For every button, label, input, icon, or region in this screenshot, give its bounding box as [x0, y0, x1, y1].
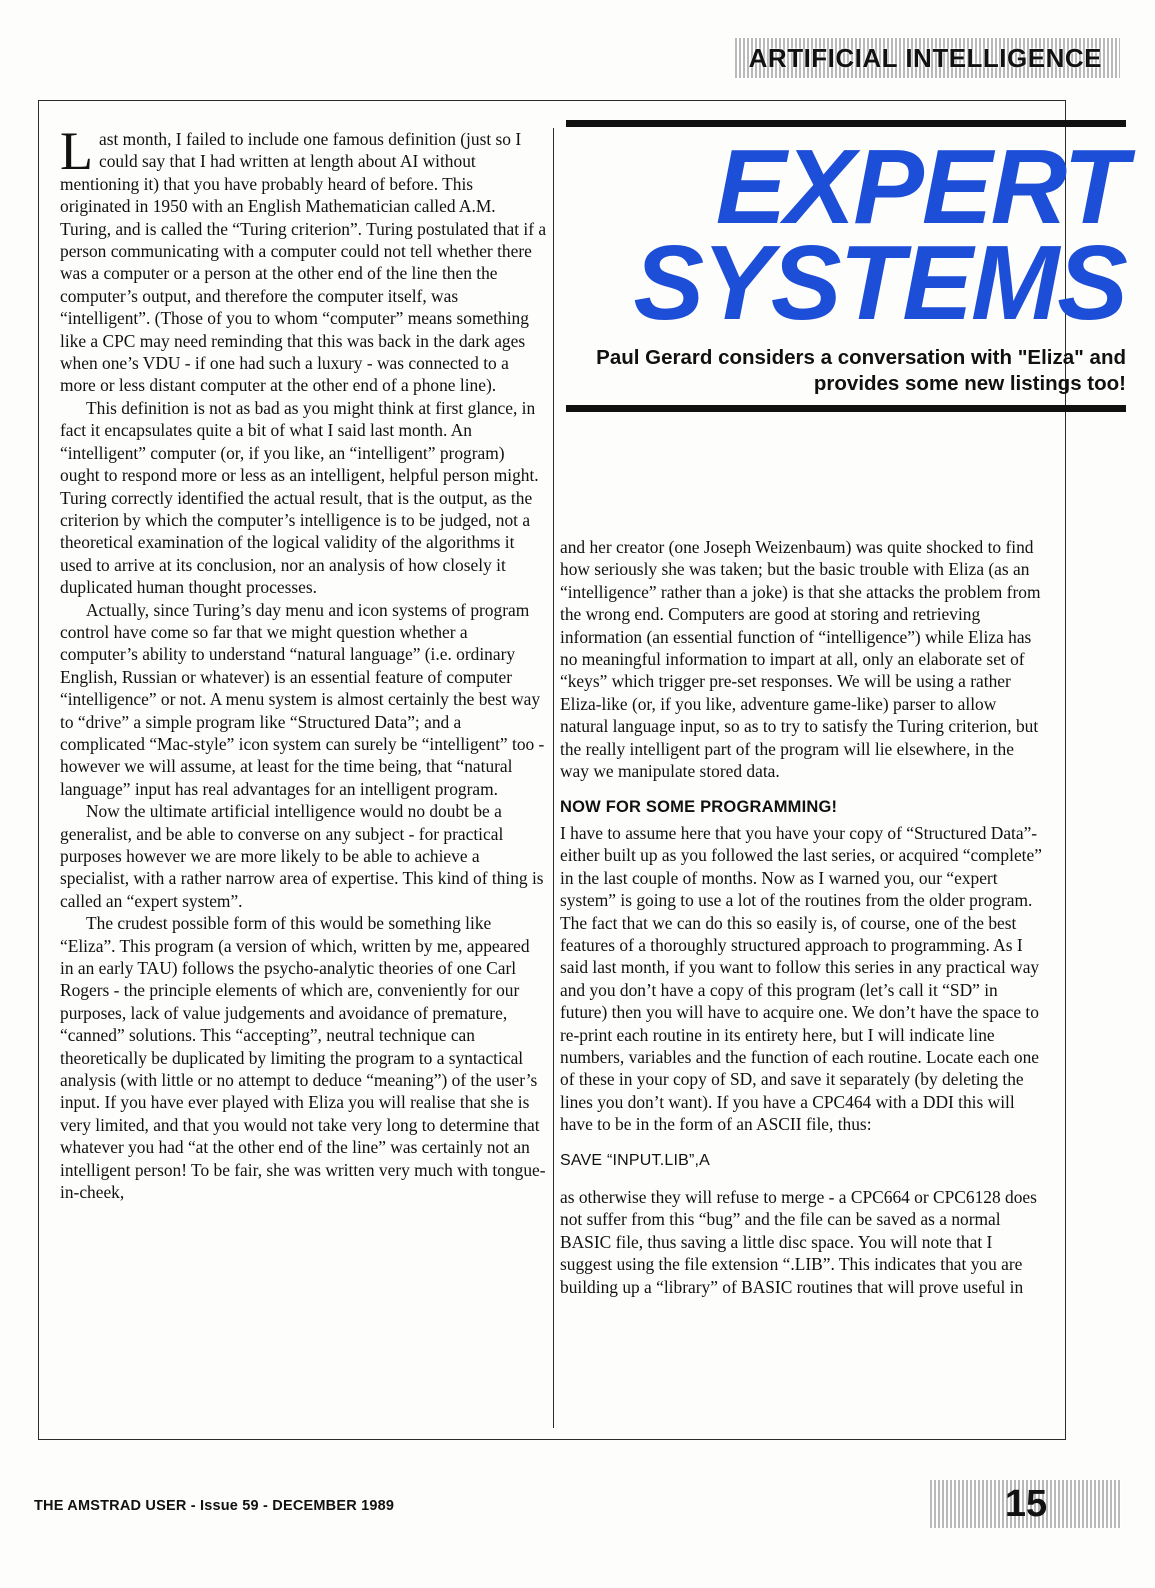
column-divider	[553, 128, 554, 1428]
right-paragraph-3: as otherwise they will refuse to merge - a CPC664 or CPC6128 does not suffer from this “bug” and the file can be saved as a normal BASIC file, thus saving a little disc space. You will note that I suggest using the file extension “.LIB”. This indicates that you are building up a “library” of BASIC routines that will prove useful in	[560, 1186, 1037, 1297]
drop-cap: L	[60, 121, 93, 181]
masthead-line-1: EXPERT	[715, 128, 1126, 246]
code-sample: SAVE “INPUT.LIB”,A	[560, 1151, 711, 1169]
masthead-rule-bottom	[566, 405, 1126, 412]
masthead-line-2: SYSTEMS	[633, 224, 1126, 342]
paragraph-2: This definition is not as bad as you might think at first glance, in fact it encapsulates quite a bit of what I said last month. An “intelligent” computer (or, if you like, an “intelligent” program) ought to respond more or less as an intelligent, helpful person might. Turing correctly identified the actual result, that is the output, as the criterion by which the computer’s intelligence is to be judged, not a theoretical examination of the logical validity of the algorithms it used to arrive at its conclusion, nor an analysis of how closely it duplicated human thought processes.	[60, 397, 539, 598]
section-header-band	[735, 38, 1120, 78]
paragraph-1	[60, 121, 547, 397]
paragraph-4: Now the ultimate artificial intelligence would no doubt be a generalist, and be able to converse on any subject - for practical purposes however we are more likely to be able to achieve a specialist, with a rather narrow area of expertise. This kind of thing is called an “expert system”.	[60, 801, 544, 911]
section-subheading: NOW FOR SOME PROGRAMMING!	[560, 798, 838, 817]
right-paragraph-2: I have to assume here that you have your copy of “Structured Data”- either built up as you followed the last series, or acquired “complete” in the last couple of months. Now as I warned you, our “expert system” is going to use a lot of the routines from the older program. The fact that we can do this so easily is, of course, one of the best features of a thoroughly structured approach to programming. As I said last month, if you want to follow this series in any practical way and you don’t have a copy of this program (let’s call it “SD” in future) then you will have to acquire one. We don’t have the space to re-print each routine in its entirety here, but I will indicate line numbers, variables and the function of each routine. Locate each one of these in your copy of SD, and save it separately (by deleting the lines you don’t want). If you have a CPC464 with a DDI this will have to be in the form of an ASCII file, thus:	[560, 822, 1042, 1135]
footer-publication: THE AMSTRAD USER - Issue 59 - DECEMBER 1989	[34, 1498, 395, 1514]
masthead-rule-top	[566, 120, 1126, 127]
standfirst: Paul Gerard considers a conversation with "Eliza" and provides some new listings too!	[596, 346, 1126, 395]
paragraph-5: The crudest possible form of this would be something like “Eliza”. This program (a version of which, written by me, appeared in an early TAU) follows the psycho-analytic theories of one Carl Rogers - the principle elements of which are, conveniently for our purposes, lack of value judgements and avoidance of premature, “canned” solutions. This “accepting”, neutral technique can theoretically be duplicated by limiting the program to a syntactical analysis (with little or no attempt to deduce “meaning”) of the user’s input. If you have ever played with Eliza you will realise that she is very limited, and that you would not take very long to determine that whatever you had “at the other end of the line” was certainly not an intelligent person! To be fair, she was written very much with tongue-in-cheek,	[60, 913, 546, 1203]
page-number: 15	[1004, 1482, 1048, 1525]
masthead-block	[566, 120, 1126, 412]
left-column	[60, 121, 547, 1428]
paragraph-3: Actually, since Turing’s day menu and icon systems of program control have come so far that we might question whether a computer’s ability to understand “natural language” (i.e. ordinary English, Russian or whatever) is an essential feature of computer “intelligence” or not. A menu system is almost certainly the best way to “drive” a simple program like “Structured Data”; and a complicated “Mac-style” icon system can surely be “intelligent” too - however we will assume, at least for the time being, that “natural language” input has real advantages for an intelligent program.	[60, 599, 545, 799]
paragraph-1-text: ast month, I failed to include one famous definition (just so I could say that I had written at length about AI without mentioning it) that you have probably heard of before. This originated in 1950 with an English Mathematician called A.M. Turing, and is called the “Turing criterion”. Turing postulated that if a person communicating with a computer could not tell whether there was a computer or a person at the other end of the line then the computer’s output, and therefore the computer itself, was “intelligent”. (Those of you to whom “computer” means something like a CPC may need reminding that this was back in the dark ages when one’s VDU - if one had such a luxury - was connected to a more or less distant computer at the other end of a phone line).	[60, 129, 547, 396]
page-number-band	[930, 1480, 1122, 1528]
right-column	[560, 536, 1047, 1436]
section-title: ARTIFICIAL INTELLIGENCE	[748, 42, 1102, 73]
right-paragraph-1: and her creator (one Joseph Weizenbaum) was quite shocked to find how seriously she was taken; but the basic trouble with Eliza (as an “intelligence” rather than a joke) is that she attacks the problem from the wrong end. Computers are good at storing and retrieving information (an essential function of “intelligence”) while Eliza has no meaningful information to impart at all, only an elaborate set of “keys” which trigger pre-set responses. We will be using a rather Eliza-like (or, if you like, adventure game-like) parser to allow natural language input, so as to try to satisfy the Turing criterion, but the really intelligent part of the program will lie elsewhere, in the way we manipulate stored data.	[560, 537, 1041, 782]
